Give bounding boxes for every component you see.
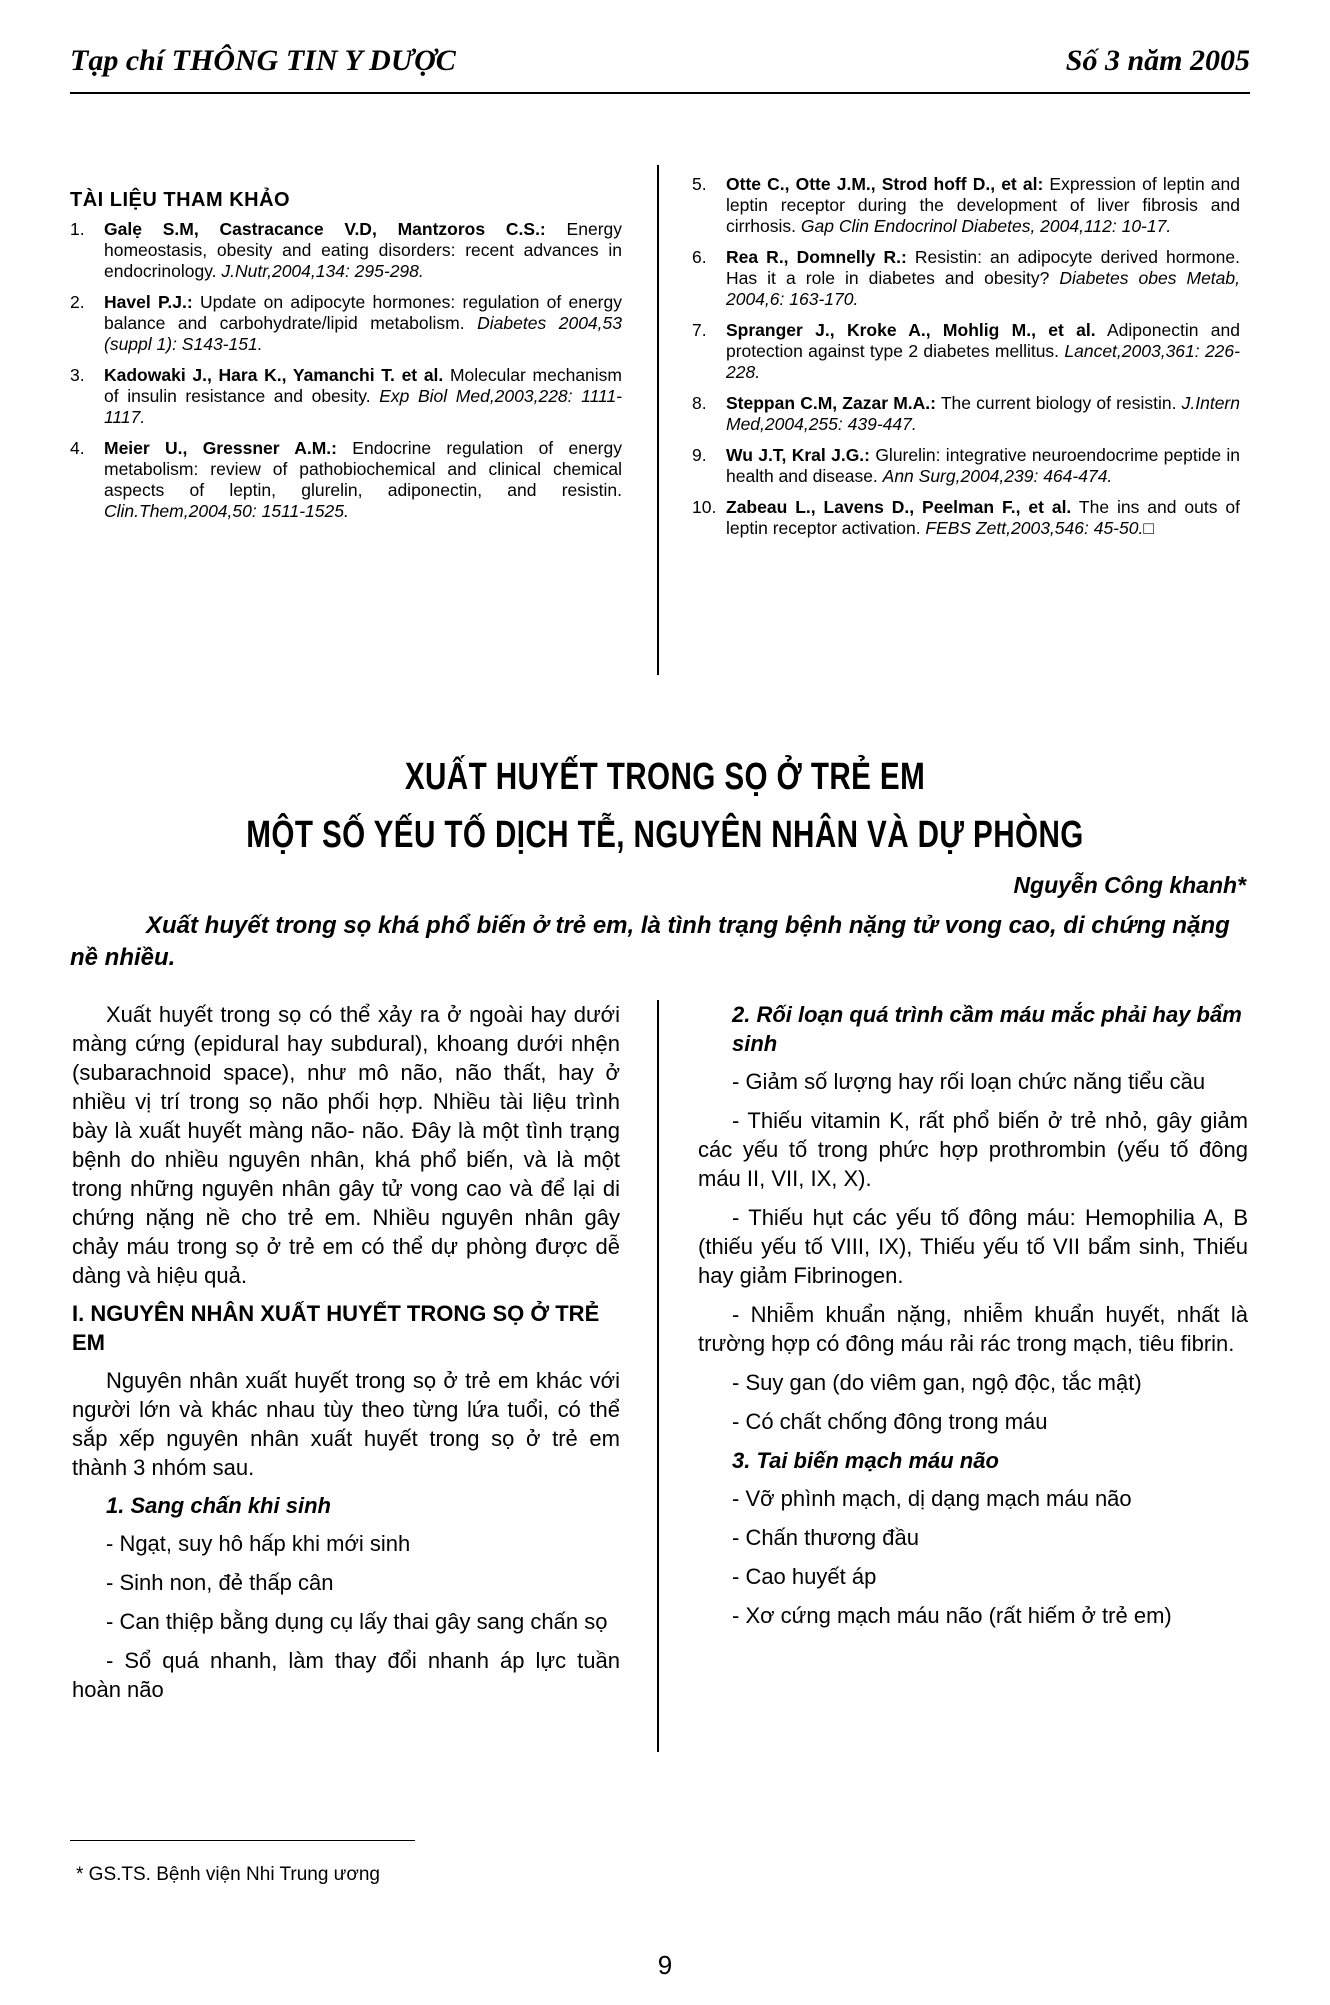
reference-journal: J.Nutr,2004,134: 295-298. bbox=[221, 261, 424, 281]
reference-body bbox=[104, 438, 622, 522]
reference-journal: Exp Biol Med,2003,228: 1111-1117. bbox=[104, 386, 622, 427]
reference-title: Endocrine regulation of energy metabolism: review of pathobiochemical and clinical chemical aspects of leptin, glurelin, adiponectin, and resistin. bbox=[104, 438, 622, 500]
intro-paragraph: Xuất huyết trong sọ có thể xảy ra ở ngoài hay dưới màng cứng (epidural hay subdural), khoang dưới nhện (subarachnoid space), như mô não, não thất, hay ở nhiều vị trí trong sọ não phối hợp. Nhiều tài liệu trình bày là xuất huyết màng não- não. Đây là một tình trạng bệnh do nhiều nguyên nhân, khá phổ biến, và là một trong những nguyên nhân gây tử vong cao và để lại di chứng nặng nề cho trẻ em. Nhiều nguyên nhân gây chảy máu trong sọ ở trẻ em có thể dự phòng được dễ dàng và hiệu quả. bbox=[72, 1002, 620, 1288]
reference-body bbox=[726, 320, 1240, 383]
list-item: - Thiếu vitamin K, rất phổ biến ở trẻ nhỏ, gây giảm các yếu tố trong phức hợp prothrombin (yếu tố đông máu II, VII, IX, X). bbox=[698, 1108, 1248, 1191]
subsection-1-heading: 1. Sang chấn khi sinh bbox=[106, 1493, 331, 1518]
list-item: - Can thiệp bằng dụng cụ lấy thai gây sang chấn sọ bbox=[106, 1609, 608, 1634]
section-1-heading: I. NGUYÊN NHÂN XUẤT HUYẾT TRONG SỌ Ở TRẺ EM bbox=[72, 1301, 600, 1355]
reference-title: Molecular mechanism of insulin resistance and obesity. bbox=[104, 365, 622, 406]
list-item: - Xơ cứng mạch máu não (rất hiếm ở trẻ em) bbox=[732, 1603, 1172, 1628]
reference-item bbox=[70, 438, 622, 522]
reference-title: The current biology of resistin. bbox=[935, 393, 1182, 413]
reference-item bbox=[692, 393, 1240, 435]
list-item: - Nhiễm khuẩn nặng, nhiễm khuẩn huyết, nhất là trường hợp có đông máu rải rác trong mạch, tiêu fibrin. bbox=[698, 1302, 1248, 1356]
list-item: - Sổ quá nhanh, làm thay đổi nhanh áp lực tuần hoàn não bbox=[72, 1648, 620, 1702]
body-right-column bbox=[698, 1000, 1248, 1640]
reference-authors: Kadowaki J., Hara K., Yamanchi T. et al. bbox=[104, 365, 444, 385]
reference-authors: Spranger J., Kroke A., Mohlig M., et al. bbox=[726, 320, 1096, 340]
subsection-3-list bbox=[698, 1484, 1248, 1630]
body-left-column bbox=[72, 1000, 620, 1714]
reference-number: 4. bbox=[70, 438, 85, 458]
section-1-paragraph: Nguyên nhân xuất huyết trong sọ ở trẻ em khác với người lớn và khác nhau tùy theo từng lứa tuổi, có thể sắp xếp nguyên nhân xuất huyết trong sọ ở trẻ em thành 3 nhóm sau. bbox=[72, 1368, 620, 1480]
reference-body bbox=[104, 292, 622, 355]
reference-title: Adiponectin and protection against type 2 diabetes mellitus. bbox=[726, 320, 1240, 361]
reference-number: 2. bbox=[70, 292, 85, 312]
list-item: - Chấn thương đầu bbox=[732, 1525, 919, 1550]
article-title bbox=[146, 748, 1183, 864]
reference-journal: Diabetes 2004,53 (suppl 1): S143-151. bbox=[104, 313, 622, 354]
reference-item bbox=[70, 292, 622, 355]
reference-authors: Zabeau L., Lavens D., Peelman F., et al. bbox=[726, 497, 1072, 517]
article-author: Nguyễn Công khanh* bbox=[1013, 872, 1246, 898]
reference-title: Glurelin: integrative neuroendocrime peptide in health and disease. bbox=[726, 445, 1240, 486]
header-rule bbox=[70, 92, 1250, 94]
reference-number: 7. bbox=[692, 320, 707, 340]
reference-authors: Otte C., Otte J.M., Strod hoff D., et al: bbox=[726, 174, 1044, 194]
reference-title: The ins and outs of leptin receptor activation. bbox=[726, 497, 1240, 538]
author-footnote: * GS.TS. Bệnh viện Nhi Trung ương bbox=[76, 1864, 380, 1885]
reference-journal: Ann Surg,2004,239: 464-474. bbox=[882, 466, 1113, 486]
reference-number: 10. bbox=[692, 497, 717, 517]
reference-authors: Havel P.J.: bbox=[104, 292, 193, 312]
article-abstract: Xuất huyết trong sọ khá phổ biến ở trẻ em, là tình trạng bệnh nặng tử vong cao, di chứng nặng nề nhiều. bbox=[70, 912, 1230, 971]
reference-journal: FEBS Zett,2003,546: 45-50.□ bbox=[925, 518, 1154, 538]
reference-number: 1. bbox=[70, 219, 85, 239]
reference-number: 5. bbox=[692, 174, 707, 194]
references-list-left bbox=[70, 219, 622, 522]
reference-authors: Steppan C.M, Zazar M.A.: bbox=[726, 393, 936, 413]
reference-title: Expression of leptin and leptin receptor during the development of liver fibrosis and cirrhosis. bbox=[726, 174, 1240, 236]
list-item: - Giảm số lượng hay rối loạn chức năng tiểu cầu bbox=[732, 1069, 1206, 1094]
reference-journal: J.Intern Med,2004,255: 439-447. bbox=[726, 393, 1240, 434]
reference-journal: Diabetes obes Metab, 2004,6: 163-170. bbox=[726, 268, 1240, 309]
reference-number: 3. bbox=[70, 365, 85, 385]
reference-body bbox=[726, 393, 1240, 435]
references-left-column bbox=[70, 190, 622, 532]
list-item: - Vỡ phình mạch, dị dạng mạch máu não bbox=[732, 1486, 1132, 1511]
subsection-2-heading: 2. Rối loạn quá trình cầm máu mắc phải hay bẩm sinh bbox=[732, 1002, 1242, 1056]
reference-body bbox=[726, 247, 1240, 310]
subsection-2-list bbox=[698, 1067, 1248, 1436]
reference-body bbox=[726, 497, 1240, 539]
references-right-column bbox=[692, 174, 1240, 549]
reference-number: 6. bbox=[692, 247, 707, 267]
page-number: 9 bbox=[657, 1950, 673, 1980]
reference-journal: Lancet,2003,361: 226-228. bbox=[726, 341, 1240, 382]
reference-number: 8. bbox=[692, 393, 707, 413]
list-item: - Thiếu hụt các yếu tố đông máu: Hemophilia A, B (thiếu yếu tố VIII, IX), Thiếu yếu tố VII bẩm sinh, Thiếu hay giảm Fibrinogen. bbox=[698, 1205, 1248, 1288]
reference-item bbox=[70, 219, 622, 282]
list-item: - Sinh non, đẻ thấp cân bbox=[106, 1570, 334, 1595]
reference-authors: Rea R., Domnelly R.: bbox=[726, 247, 907, 267]
reference-journal: Clin.Them,2004,50: 1511-1525. bbox=[104, 501, 349, 521]
reference-item bbox=[692, 174, 1240, 237]
list-item: - Cao huyết áp bbox=[732, 1564, 877, 1589]
list-item: - Có chất chống đông trong máu bbox=[732, 1409, 1048, 1434]
reference-title: Resistin: an adipocyte derived hormone. Has it a role in diabetes and obesity? bbox=[726, 247, 1240, 288]
subsection-3-heading: 3. Tai biến mạch máu não bbox=[732, 1448, 999, 1473]
issue-info: Số 3 năm 2005 bbox=[1065, 44, 1250, 77]
reference-body bbox=[726, 174, 1240, 237]
subsection-1-list bbox=[72, 1529, 620, 1704]
reference-title: Energy homeostasis, obesity and eating disorders: recent advances in endocrinology. bbox=[104, 219, 623, 281]
article-title-line-2: MỘT SỐ YẾU TỐ DỊCH TỄ, NGUYÊN NHÂN VÀ DỰ PHÒNG bbox=[246, 814, 1084, 856]
references-title: TÀI LIỆU THAM KHẢO bbox=[70, 189, 291, 211]
reference-item bbox=[70, 365, 622, 428]
body-column-divider bbox=[657, 1000, 659, 1752]
reference-title: Update on adipocyte hormones: regulation of energy balance and carbohydrate/lipid metabolism. bbox=[104, 292, 622, 333]
journal-name: Tạp chí THÔNG TIN Y DƯỢC bbox=[70, 44, 456, 77]
reference-number: 9. bbox=[692, 445, 707, 465]
reference-body bbox=[726, 445, 1240, 487]
reference-authors: Wu J.T, Kral J.G.: bbox=[726, 445, 870, 465]
reference-item bbox=[692, 445, 1240, 487]
reference-body bbox=[104, 219, 622, 282]
reference-item bbox=[692, 320, 1240, 383]
article-title-line-1: XUẤT HUYẾT TRONG SỌ Ở TRẺ EM bbox=[404, 756, 926, 798]
reference-item bbox=[692, 497, 1240, 539]
footnote-rule bbox=[70, 1840, 415, 1841]
reference-authors: Meier U., Gressner A.M.: bbox=[104, 438, 337, 458]
references-list-right bbox=[692, 174, 1240, 539]
reference-journal: Gap Clin Endocrinol Diabetes, 2004,112: 10-17. bbox=[800, 216, 1172, 236]
reference-body bbox=[104, 365, 622, 428]
reference-authors: Galẹ S.M, Castracance V.D, Mantzoros C.S.: bbox=[104, 219, 546, 239]
list-item: - Suy gan (do viêm gan, ngộ độc, tắc mật) bbox=[732, 1370, 1142, 1395]
references-column-divider bbox=[657, 165, 659, 675]
list-item: - Ngạt, suy hô hấp khi mới sinh bbox=[106, 1531, 411, 1556]
reference-item bbox=[692, 247, 1240, 310]
